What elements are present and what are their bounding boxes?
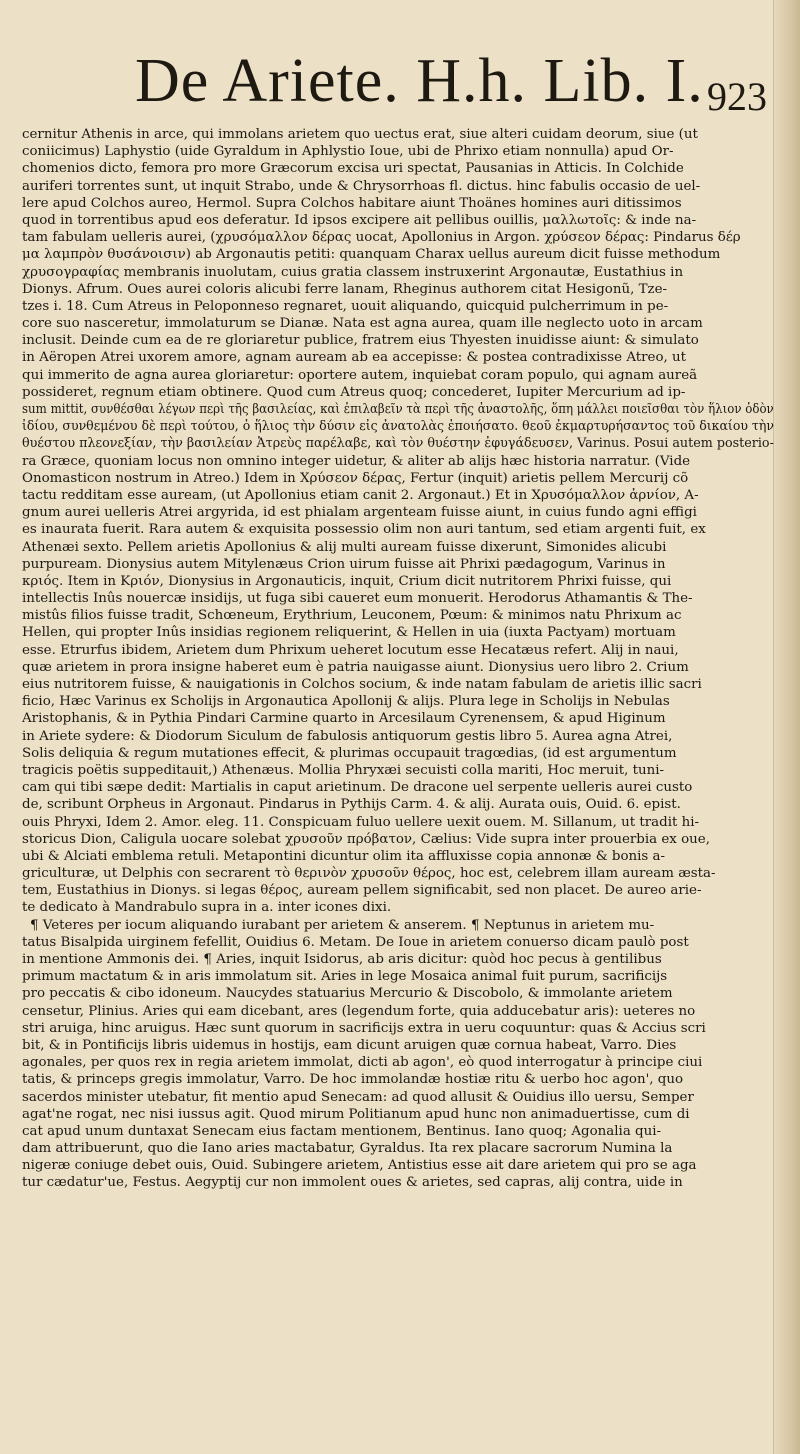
text-line: [0, 556, 800, 573]
text-line: [0, 899, 800, 916]
line-text: tzes i. 18. Cum Atreus in Peloponneso regnaret, uouit aliquando, quicquid pulcherrimum in pe-: [22, 298, 669, 314]
line-text: tragicis poëtis suppeditauit,) Athenæus. Mollia Phryxæi secuisti colla mariti, Hoc meruit, tuni-: [22, 762, 665, 778]
line-text: Solis deliquia & regum mutationes effecit, & plurimas occupauit tragœdias, (id est argumentum: [22, 745, 677, 761]
text-line: [0, 384, 800, 401]
text-line: [0, 710, 800, 727]
line-text: bit, & in Pontificijs libris uidemus in hostijs, eam dicunt aruigen quæ cornua habeat, Varro. Dies: [22, 1037, 677, 1053]
text-line: [0, 1140, 800, 1157]
text-line: [0, 487, 800, 504]
line-text: Aristophanis, & in Pythia Pindari Carmine quarto in Arcesilaum Cyrenensem, & apud Higinum: [22, 711, 666, 727]
line-text: ra Græce, quoniam locus non omnino integer uidetur, & aliter ab alijs hæc historia narratur. (Vide: [22, 453, 691, 469]
line-text: core suo nasceretur, immolaturum se Dianæ. Nata est agna aurea, quam ille neglecto uoto in arcam: [22, 316, 703, 332]
text-line: [0, 264, 800, 281]
line-text: ¶ Veteres per iocum aliquando iurabant per arietem & anserem. ¶ Neptunus in arietem mu-: [30, 917, 655, 933]
body-text: [0, 126, 800, 1192]
line-text: purpuream. Dionysius autem Mitylenæus Crion uirum fuisse ait Phrixi pædagogum, Varinus in: [22, 556, 666, 572]
text-line: [0, 212, 800, 229]
text-line: [0, 796, 800, 813]
line-text: cat apud unum duntaxat Senecam eius factam mentionem, Bentinus. Iano quoq; Agonalia qui-: [22, 1123, 662, 1139]
line-text: agonales, per quos rex in regia arietem immolat, dicti ab agon', eò quod interrogatur à principe ciui: [22, 1055, 703, 1071]
text-line: [0, 349, 800, 366]
text-line: [0, 624, 800, 641]
text-line: [0, 401, 800, 418]
line-text: dam attribuerunt, quo die Iano aries mactabatur, Gyraldus. Ita rex placare sacrorum Numina la: [22, 1141, 673, 1157]
line-text: tur cædatur'ue, Festus. Aegyptij cur non immolent oues & arietes, sed capras, alij contra, uide in: [22, 1175, 683, 1191]
line-text: pro peccatis & cibo idoneum. Naucydes statuarius Mercurio & Discobolo, & immolante arietem: [22, 986, 673, 1002]
line-text: in mentione Ammonis dei. ¶ Aries, inquit Isidorus, ab aris dicitur: quòd hoc pecus à gentilibus: [22, 952, 662, 967]
line-text: mistûs filios fuisse tradit, Schœneum, Erythrium, Leuconem, Pœum: & minimos natu Phrixum ac: [22, 608, 682, 624]
line-text: te dedicato à Mandrabulo supra in a. inter icones dixi.: [22, 900, 392, 916]
text-line: [0, 178, 800, 195]
line-text: possideret, regnum etiam obtinere. Quod cum Atreus quoq; concederet, Iupiter Mercurium ad ip-: [22, 384, 686, 400]
text-line: [0, 917, 800, 934]
text-line: [0, 1071, 800, 1088]
line-text: chomenios dicto, femora pro more Græcorum excisa uri spectat, Pausanias in Atticis. In Colchide: [22, 161, 684, 177]
text-line: [0, 934, 800, 951]
text-line: [0, 762, 800, 779]
text-line: [0, 1157, 800, 1174]
text-line: [0, 1020, 800, 1037]
line-text: χρυσογραφίας membranis inuolutam, cuius gratia classem instruxerint Argonautæ, Eustathius in: [22, 264, 684, 280]
text-line: [0, 814, 800, 831]
running-title: De Ariete. H.h. Lib. I.: [135, 47, 704, 115]
text-line: [0, 865, 800, 882]
text-line: [0, 659, 800, 676]
line-text: in Ariete sydere: & Diodorum Siculum de fabulosis antiquorum gestis libro 5. Aurea agna Atrei,: [22, 728, 673, 744]
line-text: storicus Dion, Caligula uocare solebat χρυσοῦν πρόβατον, Cælius: Vide supra inter prouerbia ex oue,: [22, 831, 710, 847]
line-text: ficio, Hæc Varinus ex Scholijs in Argonautica Apollonij & alijs. Plura lege in Scholijs in Nebulas: [22, 694, 670, 710]
line-text: intellectis Inûs nouercæ insidijs, ut fuga sibi caueret eum monuerit. Herodorus Athamantis & The-: [22, 591, 693, 607]
line-text: lere apud Colchos aureo, Hermol. Supra Colchos habitare aiunt Thoänes homines auri ditissimos: [22, 195, 682, 211]
text-line: [0, 1037, 800, 1054]
text-line: [0, 693, 800, 710]
text-line: [0, 745, 800, 762]
line-text: coniicimus) Laphystio (uide Gyraldum in Aphlystio Ioue, ubi de Phrixo etiam nonnulla) apud Or-: [22, 144, 674, 160]
line-text: de, scribunt Orpheus in Argonaut. Pindarus in Pythijs Carm. 4. & alij. Aurata ouis, Ouid. 6. epist.: [22, 797, 681, 813]
line-text: ubi & Alciati emblema retuli. Metapontini dicuntur olim ita affluxisse copia annonæ & bonis a-: [22, 848, 666, 864]
line-text: cam qui tibi sæpe dedit: Martialis in caput arietinum. De dracone uel serpente uelleris aurei custo: [22, 780, 693, 796]
text-line: [0, 728, 800, 745]
line-text: cernitur Athenis in arce, qui immolans arietem quo uectus erat, siue alteri cuidam deorum, siue (ut: [22, 127, 698, 142]
line-text: sacerdos minister utebatur, fit mentio apud Senecam: ad quod allusit & Ouidius illo uersu, Semper: [22, 1089, 694, 1105]
line-text: tam fabulam uelleris aurei, (χρυσόμαλλον δέρας uocat, Apollonius in Argon. χρύσεον δέρας: Pindarus δέρ: [22, 230, 741, 246]
line-text: nigeræ coniuge debet ouis, Ouid. Subingere arietem, Antistius esse ait dare arietem qui pro se aga: [22, 1158, 697, 1174]
line-text: censetur, Plinius. Aries qui eam dicebant, ares (legendum forte, quia adducebatur aris): ueteres no: [22, 1003, 696, 1019]
page-number: 923: [707, 74, 767, 119]
line-text: Onomasticon nostrum in Atreo.) Idem in Χρύσεον δέρας, Fertur (inquit) arietis pellem Mercurij cõ: [22, 470, 689, 486]
text-line: [0, 607, 800, 624]
text-line: [0, 539, 800, 556]
text-line: [0, 298, 800, 315]
text-line: [0, 1054, 800, 1071]
line-text: tactu redditam esse auream, (ut Apollonius etiam canit 2. Argonaut.) Et in Χρυσόμαλλον ἀρνίον, A-: [22, 487, 699, 503]
text-line: [0, 521, 800, 538]
line-text: κριός. Item in Κριόν, Dionysius in Argonauticis, inquit, Crium dicit nutritorem Phrixi fuisse, qui: [22, 573, 672, 589]
text-line: [0, 1174, 800, 1191]
line-text: inclusit. Deinde cum ea de re gloriaretur publice, fratrem eius Thyesten inuidisse aiunt: & simulato: [22, 333, 699, 349]
text-line: [0, 246, 800, 263]
text-line: [0, 779, 800, 796]
line-text: eius nutritorem fuisse, & nauigationis in Colchos socium, & inde natam fabulam de arietis illic sacri: [22, 677, 702, 692]
line-text: quod in torrentibus apud eos deferatur. Id ipsos excipere ait pellibus ouillis, μαλλωτοῖς: & inde na-: [22, 212, 697, 228]
text-line: [0, 590, 800, 607]
text-line: [0, 126, 800, 143]
line-text: primum mactatum & in aris immolatum sit. Aries in lege Mosaica animal fuit purum, sacrificijs: [22, 969, 668, 985]
text-line: [0, 453, 800, 470]
text-line: [0, 951, 800, 968]
line-text: θυέστου πλεονεξίαν, τὴν βασιλείαν Ἀτρεὺς παρέλαβε, καὶ τὸν θυέστην ἐφυγάδευσεν, Varinus. Posui autem posterio-: [22, 436, 774, 452]
line-text: tatus Bisalpida uirginem fefellit, Ouidius 6. Metam. De Ioue in arietem conuerso dicam paulò post: [22, 934, 689, 950]
line-text: es inaurata fuerit. Rara autem & exquisita possessio olim non auri tantum, sed etiam argenti fuit, ex: [22, 522, 706, 538]
text-line: [0, 435, 800, 452]
line-text: μα λαμπρὸν θυσάνοισιν) ab Argonautis petiti: quanquam Charax uellus aureum dicit fuisse methodum: [22, 247, 721, 263]
line-text: tem, Eustathius in Dionys. si legas θέρος, auream pellem significabit, sed non placet. De aureo arie-: [22, 883, 702, 899]
text-line: [0, 281, 800, 298]
text-line: [0, 315, 800, 332]
line-text: sum mittit, συνθέσθαι λέγων περὶ τῆς βασιλείας, καὶ ἐπιλαβεῖν τὰ περὶ τῆς ἀναστολῆς, ὅπη μάλλει ποιεῖσθαι τὸν ἥλιον ὁδὸν: [22, 402, 774, 417]
line-text: ouis Phryxi, Idem 2. Amor. eleg. 11. Conspicuam fuluo uellere uexit ouem. M. Sillanum, ut tradit hi-: [22, 814, 700, 830]
text-line: [0, 1003, 800, 1020]
line-text: Dionys. Afrum. Oues aurei coloris alicubi ferre lanam, Rheginus authorem citat Hesigonũ, Tze-: [22, 281, 668, 297]
line-text: qui immerito de agna aurea gloriaretur: oportere autem, inquiebat coram populo, qui agnam aureã: [22, 367, 698, 383]
line-text: gnum aurei uelleris Atrei argyrida, id est phialam argenteam fuisse aiunt, in cuius fundo agni effigi: [22, 505, 697, 521]
text-line: [0, 831, 800, 848]
text-line: [0, 882, 800, 899]
text-line: [0, 195, 800, 212]
text-line: [0, 848, 800, 865]
text-line: [0, 1123, 800, 1140]
line-text: stri aruiga, hinc aruigus. Hæc sunt quorum in sacrificijs extra in ueru coquuntur: quas & Accius scri: [22, 1020, 706, 1036]
line-text: esse. Etrurfus ibidem, Arietem dum Phrixum ueheret locutum esse Hecatæus refert. Alij in naui,: [22, 642, 679, 658]
text-line: [0, 229, 800, 246]
text-line: [0, 332, 800, 349]
line-text: auriferi torrentes sunt, ut inquit Strabo, unde & Chrysorrhoas fl. dictus. hinc fabulis occasio de uel-: [22, 178, 701, 194]
text-line: [0, 504, 800, 521]
text-line: [0, 418, 800, 435]
text-line: [0, 143, 800, 160]
text-line: [0, 367, 800, 384]
text-line: [0, 985, 800, 1002]
text-line: [0, 642, 800, 659]
line-text: agat'ne rogat, nec nisi iussus agit. Quod mirum Politianum apud hunc non animaduertisse, cum di: [22, 1106, 690, 1122]
line-text: quæ arietem in prora insigne haberet eum è patria nauigasse aiunt. Dionysius uero libro 2. Crium: [22, 659, 689, 675]
line-text: in Aëropen Atrei uxorem amore, agnam auream ab ea accepisse: & postea contradixisse Atreo, ut: [22, 350, 687, 366]
text-line: [0, 1106, 800, 1123]
text-line: [0, 470, 800, 487]
page-header: [135, 42, 775, 122]
text-line: [0, 968, 800, 985]
text-line: [0, 1089, 800, 1106]
text-line: [0, 573, 800, 590]
line-text: Athenæi sexto. Pellem arietis Apollonius & alij multi auream fuisse dixerunt, Simonides alicubi: [22, 539, 667, 555]
line-text: griculturæ, ut Delphis con secrarent τὸ θερινὸν χρυσοῦν θέρος, hoc est, celebrem illam auream æsta-: [22, 866, 716, 882]
line-text: Hellen, qui propter Inûs insidias regionem reliquerint, & Hellen in uia (iuxta Pactyam) mortuam: [22, 625, 676, 641]
text-line: [0, 160, 800, 177]
line-text: tatis, & princeps gregis immolatur, Varro. De hoc immolandæ hostiæ ritu & uerbo hoc agon', quo: [22, 1072, 684, 1088]
line-text: ἰδίου, συνθεμένου δὲ περὶ τούτου, ὁ ἥλιος τὴν δύσιν εἰς ἀνατολὰς ἐποιήσατο. θεοῦ ἐκμαρτυρήσαντος τοῦ δικαίου τὴν: [22, 419, 774, 435]
text-line: [0, 676, 800, 693]
